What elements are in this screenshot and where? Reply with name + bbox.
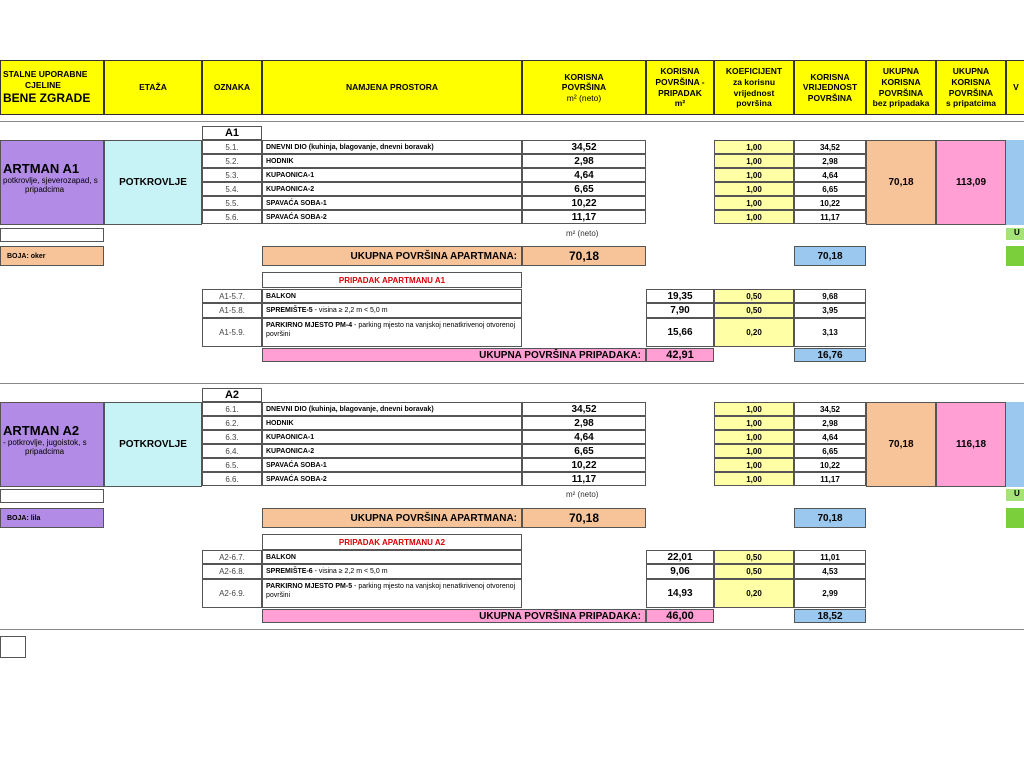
annex-name-cell: [262, 579, 522, 608]
total-value-cell: [794, 508, 866, 528]
annex-code: A2-6.8.: [202, 564, 262, 579]
annex-name: BALKON: [266, 293, 296, 300]
annex-detail: - parking mjesto na vanjskoj nenatkrivenoj otvorenoj površini: [266, 322, 516, 339]
annex-total-label: UKUPNA POVRŠINA PRIPADAKA:: [479, 610, 641, 622]
side-green-bar: [1006, 246, 1024, 266]
annex-total-area-cell: [646, 609, 714, 623]
room-code: 6.4.: [202, 444, 262, 458]
room-value: 34,52: [794, 402, 866, 416]
header-value: [794, 60, 866, 115]
room-value: 10,22: [794, 196, 866, 210]
annex-code: A1-5.9.: [202, 318, 262, 347]
header-extra: [1006, 60, 1024, 115]
room-code: 5.3.: [202, 168, 262, 182]
header-code-label: OZNAKA: [213, 82, 251, 93]
room-value: 11,17: [794, 210, 866, 224]
annex-name-cell: [262, 564, 522, 579]
annex-coef: 0,50: [714, 550, 794, 564]
room-name: SPAVAĆA SOBA-1: [262, 458, 522, 472]
room-coef: 1,00: [714, 182, 794, 196]
annex-area: 22,01: [646, 550, 714, 564]
header-area-l2: POVRŠINA: [561, 82, 607, 93]
annex-total-area: 46,00: [666, 610, 694, 622]
annex-detail: - visina ≥ 2,2 m < 5,0 m: [312, 568, 388, 575]
header-units: [0, 60, 104, 115]
apartment-name: ARTMAN A2: [3, 423, 80, 438]
header-value-l2: VRIJEDNOST: [802, 82, 858, 93]
room-area: 11,17: [522, 210, 646, 224]
room-name: KUPAONICA-1: [262, 430, 522, 444]
room-code: 6.3.: [202, 430, 262, 444]
room-name: SPAVAĆA SOBA-2: [262, 472, 522, 486]
annex-name-cell: [262, 289, 522, 303]
side-u-label: U: [1014, 228, 1020, 237]
room-value: 4,64: [794, 430, 866, 444]
annex-title-cell: [262, 534, 522, 550]
sum-without-annex: [866, 140, 936, 225]
header-annex-l3: PRIPADAK: [658, 87, 702, 98]
header-coef-l1: KOEFICIJENT: [725, 66, 783, 77]
room-name: KUPAONICA-2: [262, 182, 522, 196]
header-coef: [714, 60, 794, 115]
room-coef: 1,00: [714, 430, 794, 444]
annex-detail: - visina ≥ 2,2 m < 5,0 m: [312, 307, 388, 314]
room-coef: 1,00: [714, 196, 794, 210]
room-name: HODNIK: [262, 154, 522, 168]
annex-coef: 0,50: [714, 303, 794, 318]
color-label-cell: [0, 246, 104, 266]
room-area: 11,17: [522, 472, 646, 486]
apartment-name-cell: [0, 140, 104, 225]
room-area: 4,64: [522, 430, 646, 444]
room-area: 6,65: [522, 444, 646, 458]
annex-area: 15,66: [646, 318, 714, 347]
header-units-line1: STALNE UPORABNE: [3, 69, 88, 80]
room-code: 5.4.: [202, 182, 262, 196]
room-value: 10,22: [794, 458, 866, 472]
annex-total-value-cell: [794, 348, 866, 362]
room-coef: 1,00: [714, 140, 794, 154]
annex-total-label-cell: [262, 348, 646, 362]
total-label: UKUPNA POVRŠINA APARTMANA:: [350, 250, 517, 262]
header-total-with: [936, 60, 1006, 115]
annex-name: BALKON: [266, 554, 296, 561]
annex-name: SPREMIŠTE-5: [266, 307, 313, 314]
header-code: [202, 60, 262, 115]
room-area: 34,52: [522, 140, 646, 154]
room-area: 34,52: [522, 402, 646, 416]
room-name: HODNIK: [262, 416, 522, 430]
total-value-cell: [794, 246, 866, 266]
color-label-cell: [0, 508, 104, 528]
room-value: 4,64: [794, 168, 866, 182]
side-blue-bar: [1006, 140, 1024, 225]
header-area-l3: m² (neto): [566, 92, 602, 103]
total-label-cell: [262, 246, 522, 266]
floor-label: POTKROVLJE: [119, 177, 187, 188]
header-area: [522, 60, 646, 115]
header-units-line3: BENE ZGRADE: [3, 90, 91, 105]
room-area: 6,65: [522, 182, 646, 196]
header-tw-l1: UKUPNA: [882, 66, 920, 77]
annex-total-label: UKUPNA POVRŠINA PRIPADAKA:: [479, 349, 641, 361]
annex-value: 3,95: [794, 303, 866, 318]
room-value: 2,98: [794, 416, 866, 430]
side-u-badge: [1006, 228, 1024, 240]
header-floor-label: ETAŽA: [139, 82, 167, 93]
bottom-divider: [0, 629, 1024, 630]
header-purpose: [262, 60, 522, 115]
room-code: 6.6.: [202, 472, 262, 486]
header-annex-l2: POVRŠINA -: [655, 76, 705, 87]
total-area-cell: [522, 508, 646, 528]
side-u-badge: [1006, 489, 1024, 501]
total-label-cell: [262, 508, 522, 528]
header-twith-l2: KORISNA: [951, 76, 991, 87]
annex-area: 7,90: [646, 303, 714, 318]
floor-label: POTKROVLJE: [119, 439, 187, 450]
total-area: 70,18: [568, 249, 600, 263]
room-area: 2,98: [522, 416, 646, 430]
header-tw-l4: bez pripadaka: [872, 98, 930, 109]
total-value: 70,18: [817, 512, 843, 524]
room-value: 11,17: [794, 472, 866, 486]
annex-coef: 0,20: [714, 579, 794, 608]
room-name: KUPAONICA-1: [262, 168, 522, 182]
annex-name-cell: [262, 318, 522, 347]
annex-title: PRIPADAK APARTMANU A2: [338, 537, 446, 547]
header-area-l1: KORISNA: [564, 71, 604, 82]
apartment-desc-2: pripadcima: [25, 185, 65, 194]
room-coef: 1,00: [714, 472, 794, 486]
room-name: SPAVAĆA SOBA-2: [262, 210, 522, 224]
room-name: DNEVNI DIO (kuhinja, blagovanje, dnevni boravak): [262, 402, 522, 416]
annex-code: A2-6.7.: [202, 550, 262, 564]
annex-detail: - parking mjesto na vanjskoj nenatkrivenoj otvorenoj površini: [266, 583, 516, 600]
annex-name: PARKIRNO MJESTO PM-5: [266, 583, 353, 590]
total-area-cell: [522, 246, 646, 266]
header-value-l1: KORISNA: [810, 71, 850, 82]
annex-coef: 0,50: [714, 564, 794, 579]
header-purpose-label: NAMJENA PROSTORA: [345, 82, 439, 93]
sum-with-annex: [936, 140, 1006, 225]
empty-input-cell: [0, 489, 104, 503]
room-coef: 1,00: [714, 416, 794, 430]
unit-note: m² (neto): [566, 490, 599, 499]
annex-area: 9,06: [646, 564, 714, 579]
apartment-name-cell: [0, 402, 104, 487]
header-twith-l1: UKUPNA: [952, 66, 990, 77]
sum-with-value: 116,18: [955, 439, 987, 450]
annex-area: 19,35: [646, 289, 714, 303]
header-total-without: [866, 60, 936, 115]
annex-name: SPREMIŠTE-6: [266, 568, 313, 575]
header-tw-l3: POVRŠINA: [878, 87, 924, 98]
sum-with-value: 113,09: [955, 177, 987, 188]
annex-total-value: 16,76: [817, 349, 843, 361]
header-coef-l2: za korisnu: [732, 76, 776, 87]
header-floor: [104, 60, 202, 115]
room-value: 2,98: [794, 154, 866, 168]
sum-without-value: 70,18: [888, 439, 914, 450]
room-code: 6.5.: [202, 458, 262, 472]
apartment-desc-1: - potkrovlje, jugoistok, s: [3, 438, 87, 447]
annex-coef: 0,50: [714, 289, 794, 303]
header-tw-l2: KORISNA: [881, 76, 921, 87]
room-area: 4,64: [522, 168, 646, 182]
annex-total-label-cell: [262, 609, 646, 623]
floor-cell: [104, 402, 202, 487]
total-value: 70,18: [817, 250, 843, 262]
annex-total-area: 42,91: [666, 349, 694, 361]
room-code: 6.2.: [202, 416, 262, 430]
header-units-line2: CJELINE: [25, 80, 61, 90]
annex-value: 2,99: [794, 579, 866, 608]
annex-code: A2-6.9.: [202, 579, 262, 608]
side-blue-bar: [1006, 402, 1024, 487]
annex-title: PRIPADAK APARTMANU A1: [338, 275, 446, 285]
side-green-bar: [1006, 508, 1024, 528]
annex-value: 4,53: [794, 564, 866, 579]
room-code: 5.2.: [202, 154, 262, 168]
annex-code: A1-5.7.: [202, 289, 262, 303]
annex-title-cell: [262, 272, 522, 288]
room-coef: 1,00: [714, 402, 794, 416]
floor-cell: [104, 140, 202, 225]
header-coef-l4: površina: [736, 98, 772, 109]
header-annex-l4: m²: [674, 98, 686, 109]
total-label: UKUPNA POVRŠINA APARTMANA:: [350, 512, 517, 524]
header-twith-l4: s pripatcima: [945, 98, 997, 109]
room-code: 6.1.: [202, 402, 262, 416]
sum-with-annex: [936, 402, 1006, 487]
room-value: 6,65: [794, 182, 866, 196]
room-area: 10,22: [522, 458, 646, 472]
empty-input-cell: [0, 228, 104, 242]
annex-total-area-cell: [646, 348, 714, 362]
annex-value: 11,01: [794, 550, 866, 564]
annex-value: 9,68: [794, 289, 866, 303]
room-name: KUPAONICA-2: [262, 444, 522, 458]
bottom-empty-cell: [0, 636, 26, 658]
annex-name-cell: [262, 303, 522, 318]
room-code: 5.1.: [202, 140, 262, 154]
annex-total-value: 18,52: [817, 610, 843, 622]
sum-without-value: 70,18: [888, 177, 914, 188]
room-name: SPAVAĆA SOBA-1: [262, 196, 522, 210]
section-divider-a1: [0, 121, 1024, 122]
apartment-label: A2: [202, 388, 262, 402]
header-coef-l3: vrijednost: [733, 87, 775, 98]
header-twith-l3: POVRŠINA: [948, 87, 994, 98]
room-coef: 1,00: [714, 154, 794, 168]
color-label: BOJA: oker: [7, 252, 46, 260]
room-coef: 1,00: [714, 458, 794, 472]
annex-coef: 0,20: [714, 318, 794, 347]
room-code: 5.5.: [202, 196, 262, 210]
room-area: 10,22: [522, 196, 646, 210]
room-coef: 1,00: [714, 210, 794, 224]
side-u-label: U: [1014, 489, 1020, 498]
room-code: 5.6.: [202, 210, 262, 224]
annex-name-cell: [262, 550, 522, 564]
header-annex-area: [646, 60, 714, 115]
room-value: 34,52: [794, 140, 866, 154]
apartment-desc-2: pripadcima: [25, 447, 65, 456]
annex-total-value-cell: [794, 609, 866, 623]
apartment-name: ARTMAN A1: [3, 161, 80, 176]
annex-code: A1-5.8.: [202, 303, 262, 318]
unit-note: m² (neto): [566, 229, 599, 238]
annex-value: 3,13: [794, 318, 866, 347]
room-coef: 1,00: [714, 444, 794, 458]
room-value: 6,65: [794, 444, 866, 458]
room-name: DNEVNI DIO (kuhinja, blagovanje, dnevni boravak): [262, 140, 522, 154]
section-divider-a2: [0, 383, 1024, 384]
header-extra-label: V: [1013, 82, 1019, 93]
apartment-desc-1: potkrovlje, sjeverozapad, s: [3, 176, 98, 185]
sum-without-annex: [866, 402, 936, 487]
header-value-l3: POVRŠINA: [807, 92, 853, 103]
room-area: 2,98: [522, 154, 646, 168]
apartment-label: A1: [202, 126, 262, 140]
header-annex-l1: KORISNA: [660, 66, 700, 77]
annex-name: PARKIRNO MJESTO PM-4: [266, 322, 353, 329]
room-coef: 1,00: [714, 168, 794, 182]
total-area: 70,18: [568, 511, 600, 525]
color-label: BOJA: lila: [7, 514, 41, 522]
annex-area: 14,93: [646, 579, 714, 608]
